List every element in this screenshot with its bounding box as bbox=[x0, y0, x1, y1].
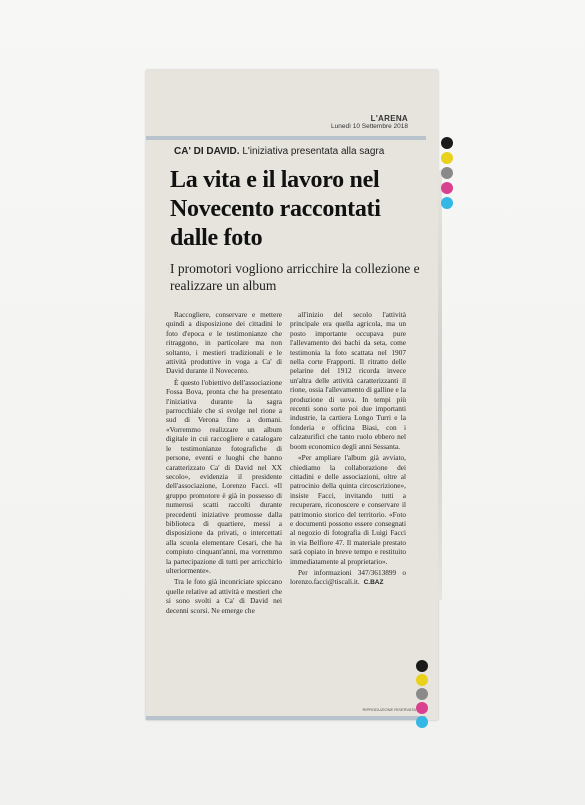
color-swatch-top-4 bbox=[441, 182, 453, 194]
color-swatch-top-2 bbox=[441, 152, 453, 164]
top-rule bbox=[146, 136, 426, 140]
paragraph: all'inizio del secolo l'attività principale era quella agricola, ma un posto importante occupava pure l'allevamento dei bachi da seta, come testimonia la foto scattata nel 1907 nella corte Frapporti. Il ritratto delle pelarine del 1912 ricorda invece un'altra delle attività caratterizzanti il rione, ossia l'allevamento di galline e la produzione di uova. In tempi più recenti sono sorte poi due importanti industrie, la cartiera Longo Turri e la fonderia e officina Biasi, con i calzaturifici che tanto ruolo ebbero nel boom economico degli anni Sessanta. bbox=[290, 310, 406, 451]
newspaper-clipping bbox=[146, 70, 438, 720]
contact-info: Per informazioni 347/3613899 o lorenzo.facci@tiscali.it. bbox=[290, 567, 406, 587]
article-column-left bbox=[166, 310, 282, 617]
issue-date: Lunedì 10 Settembre 2018 bbox=[331, 123, 408, 130]
paragraph: È questo l'obiettivo dell'associazione Fossa Bova, pronta che ha presentato l'iniziativa durante la sagra parrocchiale che si svolge nel rione a sud di Verona fino a domani. «Vorremmo realizzare un album digitale in cui raccogliere e catalogare le testimonianze fotografiche di persone, eventi e luoghi che hanno caratterizzato Ca' di David nel XX secolo», evidenzia il presidente dell'associazione, Lorenzo Facci. «Il gruppo promotore è già in possesso di numerosi scatti raccolti durante precedenti iniziative promosse dalla biblioteca di quartiere, messi a disposizione da privati, o intercettati alla scuola elementare Cesari, che ha compiuto cinquant'anni, ma vorremmo la partecipazione di tutti per arricchirlo ulteriormente». bbox=[166, 377, 282, 575]
clipping-edge-shadow bbox=[438, 170, 442, 600]
color-swatch-top-1 bbox=[441, 137, 453, 149]
paragraph: Tra le foto già inconriciate spiccano quelle relative ad attività e mestieri che si sono svolti a Ca' di David nei decenni scorsi. Ne emerge che bbox=[166, 577, 282, 615]
kicker-place: CA' DI DAVID. bbox=[174, 146, 240, 157]
color-swatch-bottom-1 bbox=[416, 660, 428, 672]
color-swatch-bottom-4 bbox=[416, 702, 428, 714]
color-swatch-top-5 bbox=[441, 197, 453, 209]
color-swatch-bottom-3 bbox=[416, 688, 428, 700]
paragraph: Raccogliere, conservare e mettere quindi a disposizione dei cittadini le foto d'epoca e le testimonianze che ritraggono, in particolare ma non soltanto, i mestieri tradizionali e le attività produttive in voga a Ca' di David durante il Novecento. bbox=[166, 310, 282, 376]
copyright-credit: RIPRODUZIONE RISERVATA bbox=[362, 707, 416, 712]
paragraph bbox=[290, 568, 406, 588]
paragraph: «Per ampliare l'album già avviato, chiediamo la collaborazione dei cittadini e delle associazioni, oltre al patrocinio della quinta circoscrizione», insiste Facci, invitando tutti a recuperare, riconoscere e conservare il patrimonio storico del territorio. «Foto e documenti possono essere consegnati al negozio di fotografia di Luigi Facci in via Belfiore 47. Il materiale prestato sarà copiato in breve tempo e restituito immediatamente al proprietario». bbox=[290, 453, 406, 566]
color-swatch-bottom-2 bbox=[416, 674, 428, 686]
masthead bbox=[331, 114, 408, 130]
kicker bbox=[174, 146, 424, 157]
byline: C.BAZ bbox=[363, 579, 384, 587]
headline: La vita e il lavoro nel Novecento raccontati dalle foto bbox=[170, 167, 381, 251]
newspaper-name: L'ARENA bbox=[370, 114, 408, 123]
bottom-rule bbox=[146, 716, 426, 720]
color-swatch-bottom-5 bbox=[416, 716, 428, 728]
article-column-right bbox=[290, 310, 406, 590]
kicker-text: L'iniziativa presentata alla sagra bbox=[242, 146, 385, 157]
subheadline: I promotori vogliono arricchire la collezione e realizzare un album bbox=[170, 261, 420, 293]
color-swatch-top-3 bbox=[441, 167, 453, 179]
